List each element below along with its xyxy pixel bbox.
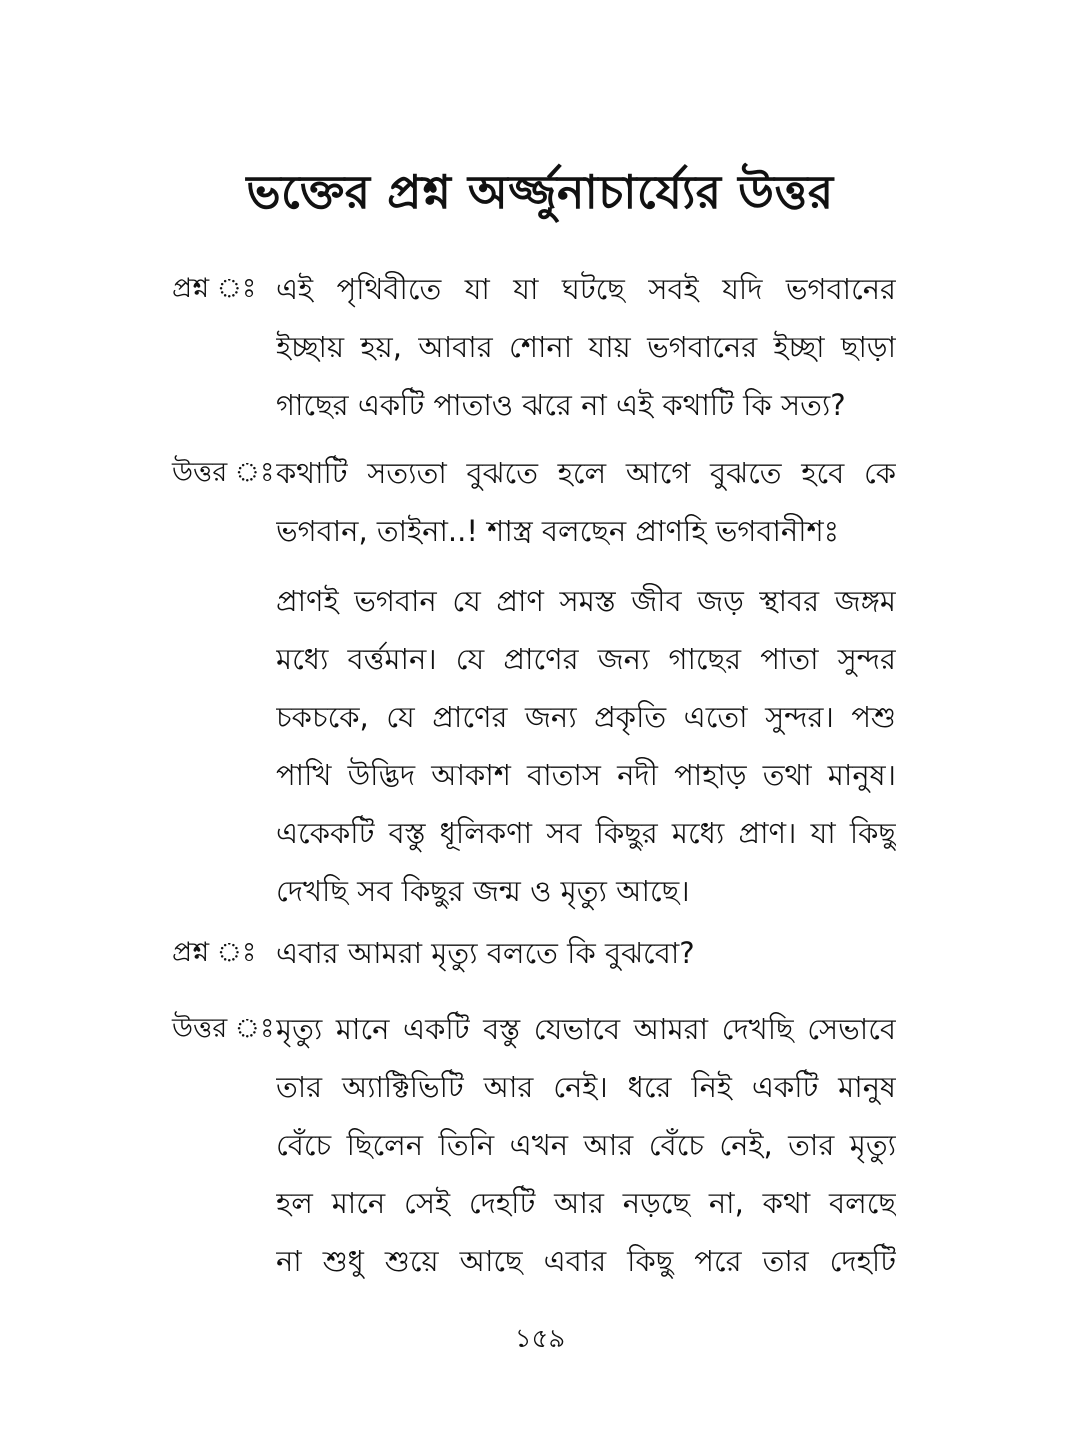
text-line: কথাটি সত্যতা বুঝতে হলে আগে বুঝতে হবে কে xyxy=(276,456,896,490)
text-line: মৃত্যু মানে একটি বস্তু যেভাবে আমরা দেখছি সেভাবে xyxy=(276,1012,896,1046)
text-line: ভগবান, তাইনা..! শাস্ত্র বলছেন প্রাণহি ভগবানীশঃ xyxy=(276,514,840,548)
text-line: বেঁচে ছিলেন তিনি এখন আর বেঁচে নেই, তার মৃত্যু xyxy=(276,1128,896,1162)
question-label: প্রশ্ন ঃ xyxy=(172,273,257,304)
answer-label: উত্তর ঃ xyxy=(172,1013,275,1044)
text-line: না শুধু শুয়ে আছে এবার কিছু পরে তার দেহটি xyxy=(276,1244,896,1278)
question-label: প্রশ্ন ঃ xyxy=(172,937,257,968)
text-line: হল মানে সেই দেহটি আর নড়ছে না, কথা বলছে xyxy=(276,1186,896,1220)
answer-text xyxy=(276,1000,896,1290)
answer-paragraph xyxy=(276,572,896,920)
page-title: ভক্তের প্রশ্ন অর্জ্জুনাচার্য্যের উত্তর xyxy=(246,165,834,219)
question-text xyxy=(276,260,896,434)
text-line: চকচকে, যে প্রাণের জন্য প্রকৃতি এতো সুন্দর। পশু xyxy=(276,700,896,734)
answer-text xyxy=(276,444,896,560)
text-line: ইচ্ছায় হয়, আবার শোনা যায় ভগবানের ইচ্ছা ছাড়া xyxy=(276,330,896,364)
answer-label: উত্তর ঃ xyxy=(172,457,275,488)
question-text xyxy=(276,924,896,982)
text-line: একেকটি বস্তু ধূলিকণা সব কিছুর মধ্যে প্রাণ। যা কিছু xyxy=(276,816,896,850)
text-line: এবার আমরা মৃত্যু বলতে কি বুঝবো? xyxy=(276,936,695,970)
text-line: তার অ্যাক্টিভিটি আর নেই। ধরে নিই একটি মানুষ xyxy=(276,1070,896,1104)
text-line: গাছের একটি পাতাও ঝরে না এই কথাটি কি সত্য? xyxy=(276,388,846,422)
page-number: ১৫৯ xyxy=(514,1324,566,1354)
text-line: দেখছি সব কিছুর জন্ম ও মৃত্যু আছে। xyxy=(276,874,690,908)
text-line: এই পৃথিবীতে যা যা ঘটছে সবই যদি ভগবানের xyxy=(276,272,896,306)
text-line: পাখি উদ্ভিদ আকাশ বাতাস নদী পাহাড় তথা মানুষ। xyxy=(276,758,896,792)
text-line: প্রাণই ভগবান যে প্রাণ সমস্ত জীব জড় স্থাবর জঙ্গম xyxy=(276,584,896,618)
text-line: মধ্যে বর্ত্তমান। যে প্রাণের জন্য গাছের পাতা সুন্দর xyxy=(276,642,896,676)
